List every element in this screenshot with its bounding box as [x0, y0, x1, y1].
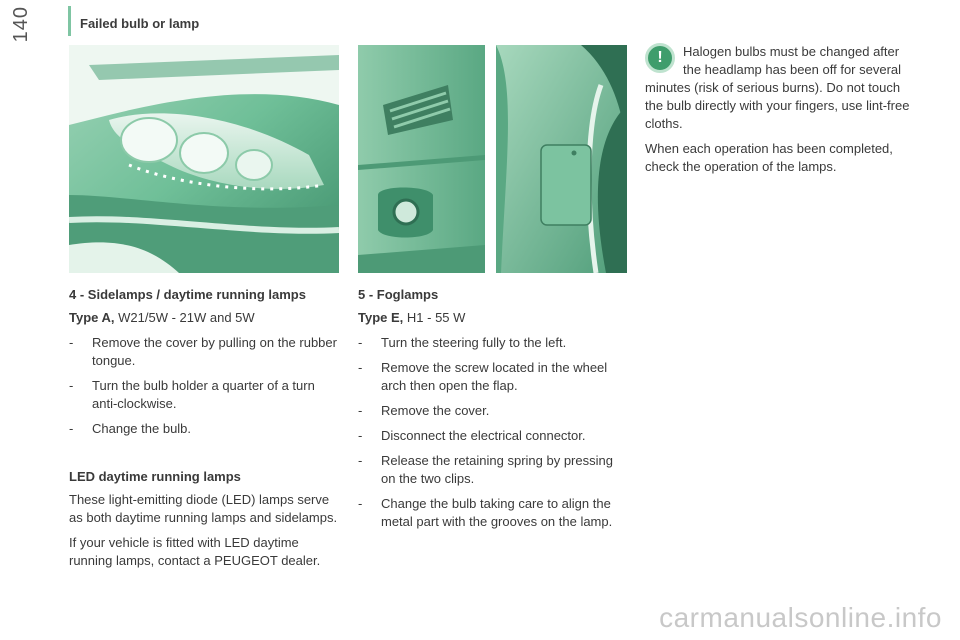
led-paragraph-2: If your vehicle is fitted with LED daytime running lamps, contact a PEUGEOT dealer. [69, 535, 321, 568]
list-item-text: Disconnect the electrical connector. [381, 428, 586, 443]
foglamps-type-label: Type E, [358, 310, 404, 325]
foglamps-type-value: H1 - 55 W [403, 310, 466, 325]
list-item-text: Turn the bulb holder a quarter of a turn anti-clockwise. [92, 378, 315, 411]
led-paragraph-1: These light-emitting diode (LED) lamps serve as both daytime running lamps and sidelamps. [69, 492, 338, 525]
warning-paragraph-2: When each operation has been completed, check the operation of the lamps. [645, 141, 893, 174]
section-accent-bar [68, 6, 71, 36]
foglamps-bulb-type [358, 309, 630, 327]
list-item [69, 334, 339, 370]
sidelamps-section [69, 286, 339, 445]
watermark: carmanualsonline.info [659, 602, 942, 633]
headlamp-illustration [69, 45, 339, 273]
sidelamps-type-value: W21/5W - 21W and 5W [114, 310, 255, 325]
list-item-text: Remove the cover. [381, 403, 490, 418]
foglamp-illustration [358, 45, 485, 273]
list-item-text: Remove the cover by pulling on the rubber tongue. [92, 335, 337, 368]
list-item-text: Release the retaining spring by pressing on the two clips. [381, 453, 613, 486]
foglamps-section [358, 286, 630, 538]
list-dash: - [358, 453, 363, 468]
list-item-text: Change the bulb. [92, 421, 192, 436]
foglamps-heading: 5 - Foglamps [358, 287, 439, 302]
list-dash: - [69, 421, 74, 436]
list-item [358, 334, 630, 352]
list-dash: - [69, 335, 74, 350]
list-item [69, 377, 339, 413]
list-dash: - [358, 360, 363, 375]
led-heading: LED daytime running lamps [69, 469, 241, 484]
warning-paragraph-1: Halogen bulbs must be changed after the headlamp has been off for several minutes (risk of serious burns). Do not touch the bulb directly with your fingers, use lint-free cloths. [645, 44, 910, 131]
sidelamps-type-label: Type A, [69, 310, 115, 325]
list-dash: - [69, 378, 74, 393]
list-item-text: Remove the screw located in the wheel arch then open the flap. [381, 360, 608, 393]
list-item [358, 402, 630, 420]
list-item [358, 495, 630, 531]
list-item-text: Change the bulb taking care to align the metal part with the grooves on the lamp. [381, 496, 613, 529]
list-item [69, 420, 339, 438]
list-item [358, 427, 630, 445]
list-item [358, 359, 630, 395]
list-dash: - [358, 496, 363, 511]
warning-exclamation-icon: ! [645, 43, 675, 73]
warning-box [645, 43, 915, 183]
led-section [69, 468, 339, 577]
page-number: 140 [10, 6, 32, 43]
list-item-text: Turn the steering fully to the left. [381, 335, 567, 350]
list-dash: - [358, 428, 363, 443]
sidelamps-bulb-type [69, 309, 339, 327]
section-title: Failed bulb or lamp [80, 16, 200, 31]
sidelamps-heading: 4 - Sidelamps / daytime running lamps [69, 287, 306, 302]
list-item [358, 452, 630, 488]
wheel-arch-illustration [496, 45, 627, 273]
list-dash: - [358, 403, 363, 418]
list-dash: - [358, 335, 363, 350]
